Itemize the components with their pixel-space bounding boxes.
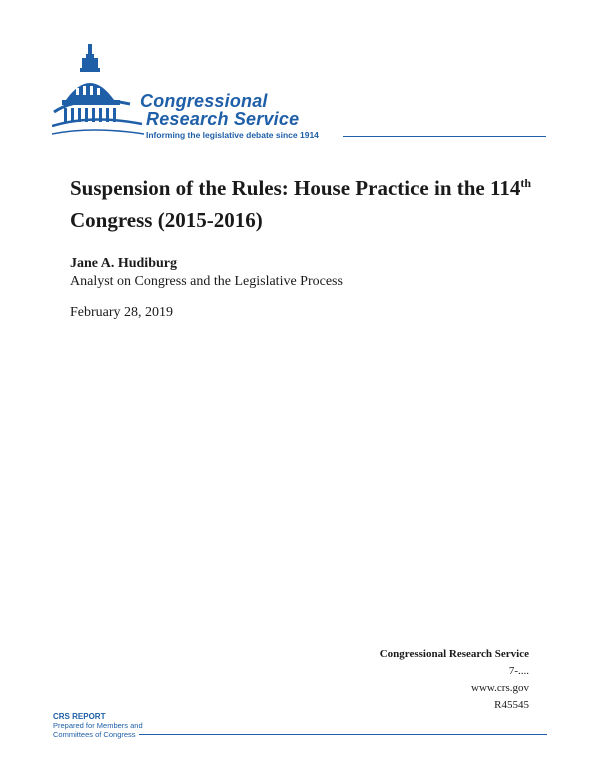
logo-name-line2: Research Service: [146, 109, 300, 129]
footer: [53, 712, 547, 739]
footer-committees: Committees of Congress: [53, 730, 136, 739]
report-number: R45545: [494, 699, 529, 711]
footer-report-label: CRS REPORT: [53, 712, 106, 721]
footer-prepared-for: Prepared for Members and: [53, 721, 143, 730]
capitol-dome-icon: [52, 42, 152, 142]
crs-logo: [52, 42, 552, 147]
title-number: 114: [490, 176, 521, 200]
footer-committees-row: [53, 730, 547, 739]
title-suffix: th: [520, 176, 532, 190]
logo-name-line1: Congressional: [140, 91, 268, 111]
logo-tagline: Informing the legislative debate since 1914: [146, 130, 319, 140]
report-title: [70, 172, 550, 236]
footer-divider: [139, 734, 547, 735]
title-part1: Suspension of the Rules: House Practice in the: [70, 176, 485, 200]
crs-name: Congressional Research Service: [379, 648, 529, 660]
logo-divider: [343, 136, 546, 137]
title-part2: Congress (2015-2016): [70, 208, 263, 232]
author-role: Analyst on Congress and the Legislative Process: [70, 274, 343, 289]
crs-contact-block: [380, 646, 529, 714]
crs-phone: 7-....: [508, 665, 529, 677]
crs-website[interactable]: www.crs.gov: [471, 682, 529, 694]
report-date: February 28, 2019: [70, 305, 174, 320]
author-name: Jane A. Hudiburg: [70, 256, 177, 271]
